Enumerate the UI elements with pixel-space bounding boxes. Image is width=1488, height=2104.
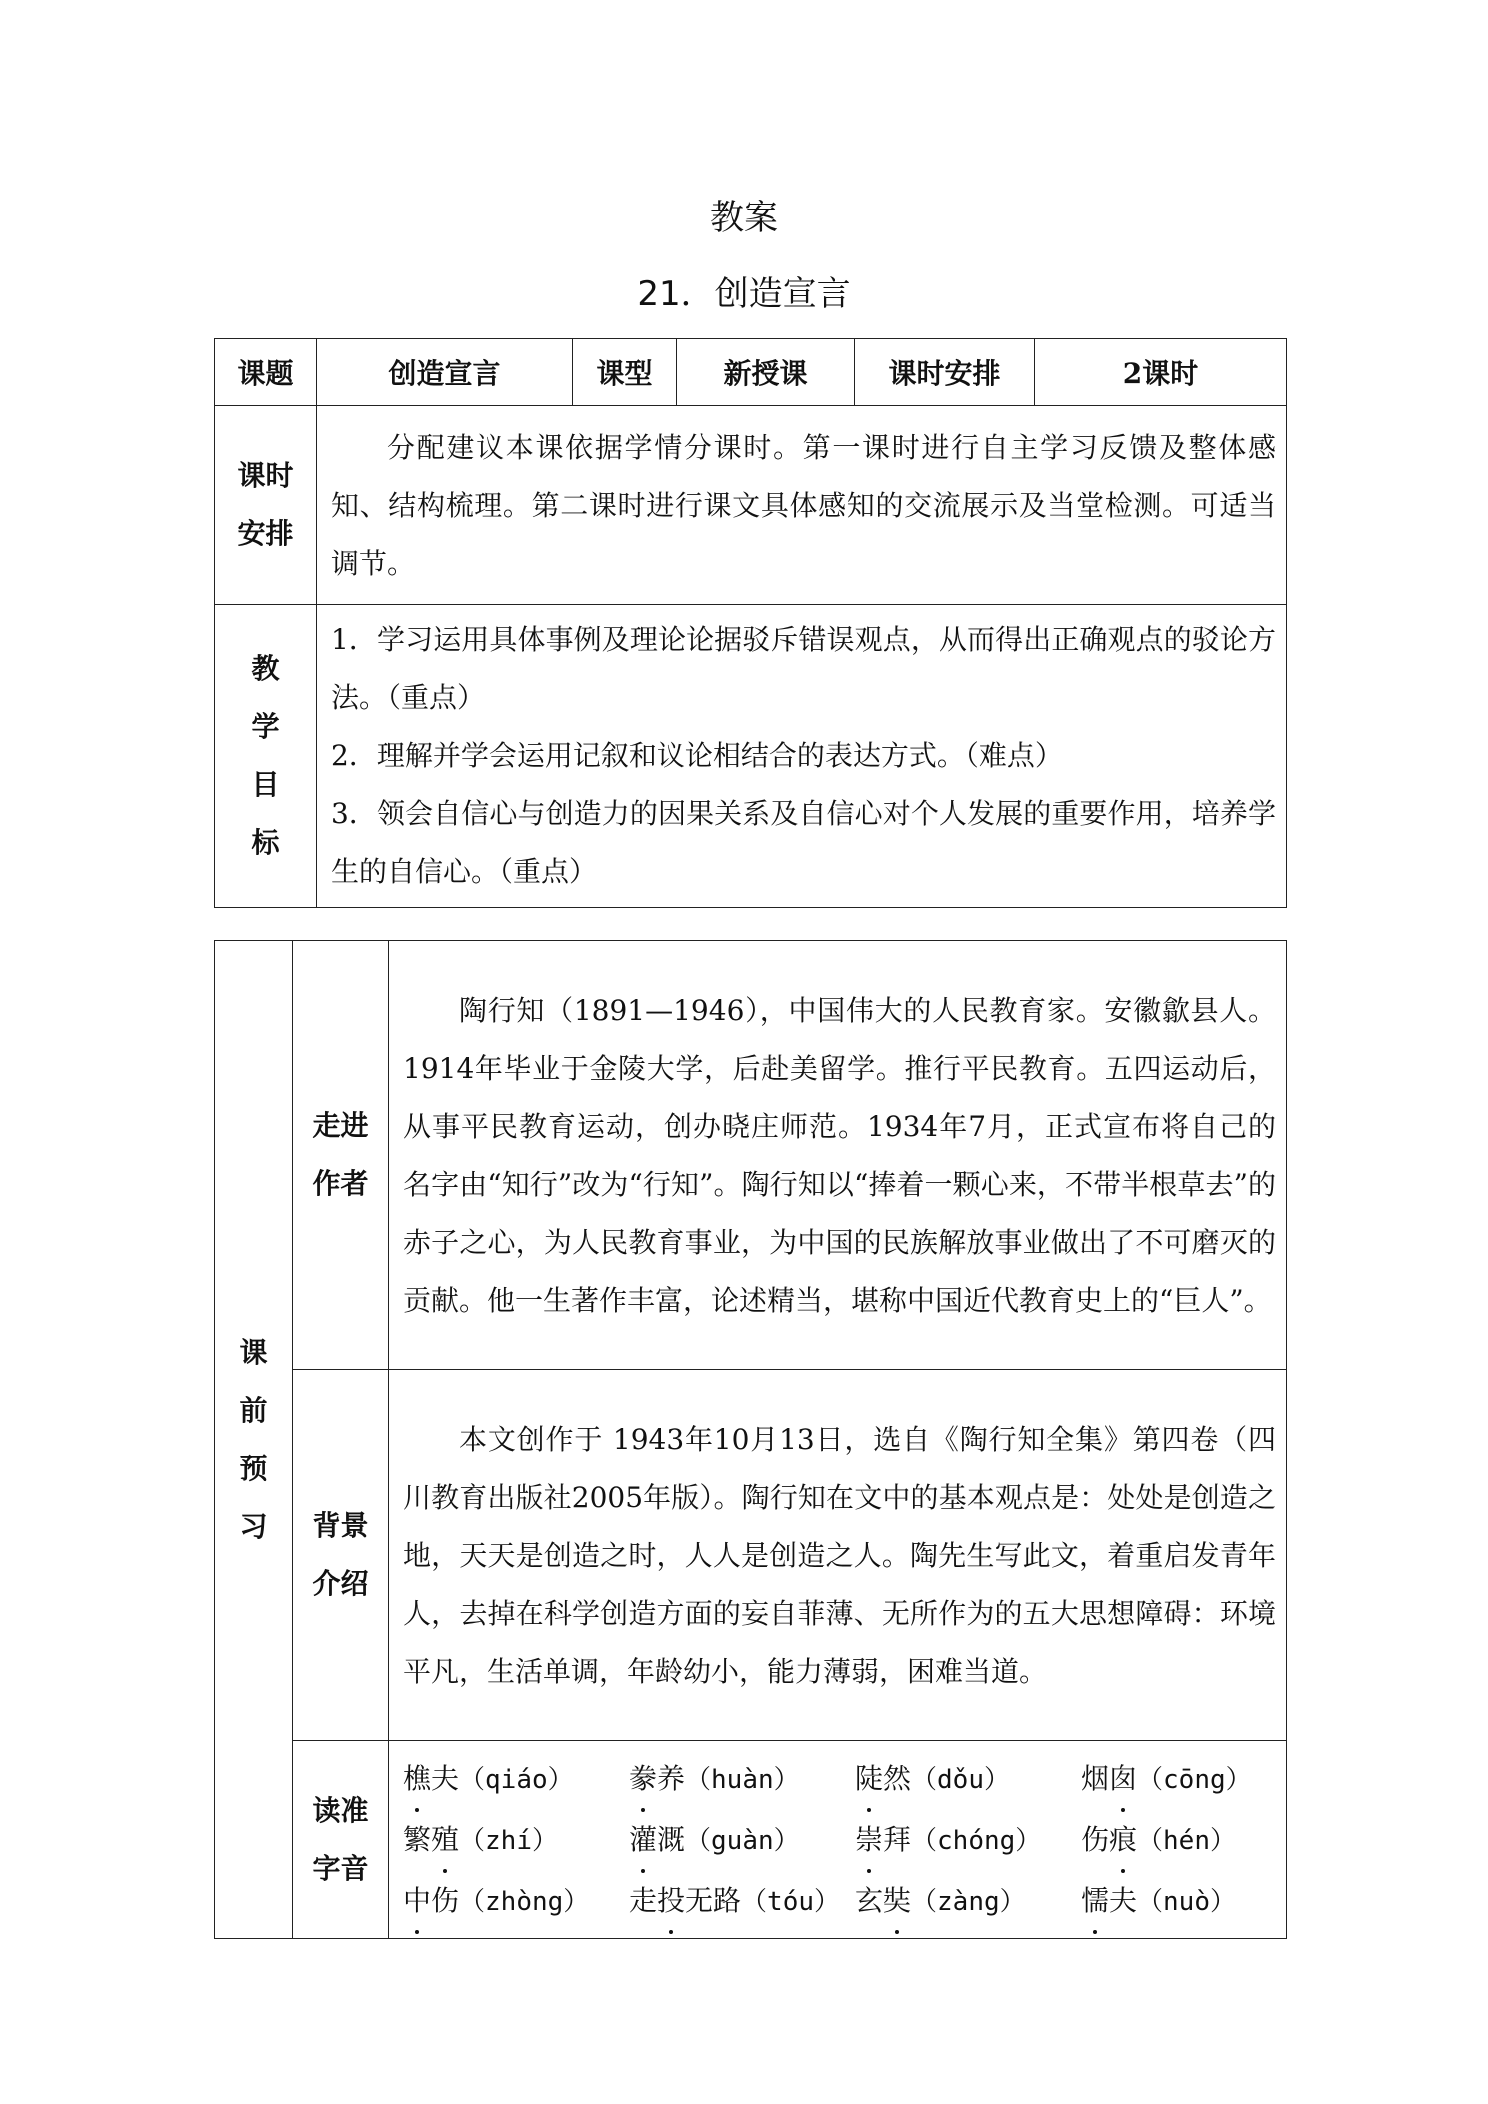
word-dotted-char: 中 (403, 1871, 431, 1930)
author-text: 陶行知（1891—1946），中国伟大的人民教育家。安徽歙县人。1914年毕业于金陵大学，后赴美留学。推行平民教育。五四运动后，从事平民教育运动，创办晓庄师范。1934年7月，正式宣布将自己的名字由“知行”改为“行知”。陶行知以“捧着一颗心来，不带半根草去”的赤子之心，为人民教育事业，为中国的民族解放事业做出了不可磨灭的贡献。他一生著作丰富，论述精当，堪称中国近代教育史上的“巨人”。 (389, 941, 1287, 1370)
word-pinyin: （zàng） (911, 1887, 1026, 1917)
pronunciation-word (629, 1810, 855, 1871)
background-label-text: 背景介绍 (312, 1509, 369, 1600)
preview-section-label (215, 941, 293, 1939)
pronunciation-word (403, 1871, 629, 1932)
word-prefix: 玄 (855, 1884, 884, 1917)
topic-value: 创造宣言 (317, 339, 573, 406)
goals-row (215, 605, 1287, 908)
word-suffix: 拜 (883, 1823, 912, 1856)
schedule-row-label (215, 406, 317, 605)
background-label (293, 1370, 389, 1741)
schedule-label: 课时安排 (855, 339, 1035, 406)
pronunciation-label-text: 读准字音 (312, 1793, 369, 1885)
word-suffix: 夫 (431, 1762, 460, 1795)
pronunciation-label (293, 1741, 389, 1939)
schedule-row (215, 406, 1287, 605)
word-suffix: 伤 (431, 1884, 460, 1917)
word-dotted-char: 殖 (431, 1810, 459, 1869)
author-label (293, 941, 389, 1370)
goals-label-text: 教学目标 (251, 652, 280, 859)
pronunciation-word (403, 1749, 629, 1810)
word-dotted-char: 奘 (883, 1871, 911, 1930)
goal-item-3: 3．领会自信心与创造力的因果关系及自信心对个人发展的重要作用，培养学生的自信心。（重点） (331, 797, 1276, 888)
word-pinyin: （nuò） (1137, 1887, 1236, 1917)
background-text: 本文创作于 1943年10月13日，选自《陶行知全集》第四卷（四川教育出版社2005年版）。陶行知在文中的基本观点是：处处是创造之地，天天是创造之时，人人是创造之人。陶先生写此文，着重启发青年人，去掉在科学创造方面的妄自菲薄、无所作为的五大思想障碍：环境平凡，生活单调，年龄幼小，能力薄弱，困难当道。 (389, 1370, 1287, 1741)
preview-table (214, 940, 1287, 1939)
word-dotted-char: 樵 (403, 1749, 431, 1808)
schedule-value: 2课时 (1035, 339, 1287, 406)
word-pinyin: （hén） (1137, 1826, 1236, 1856)
pronunciation-word (855, 1749, 1081, 1810)
word-pinyin: （huàn） (685, 1765, 800, 1795)
word-pinyin: （dǒu） (911, 1765, 1010, 1795)
word-dotted-char: 痕 (1109, 1810, 1137, 1869)
word-pinyin: （tóu） (741, 1887, 841, 1917)
pronunciation-word (1081, 1871, 1307, 1932)
author-row (215, 941, 1287, 1370)
word-suffix: 夫 (1109, 1884, 1138, 1917)
word-prefix: 烟 (1081, 1762, 1110, 1795)
word-dotted-char: 豢 (629, 1749, 657, 1808)
goal-item-1: 1．学习运用具体事例及理论论据驳斥错误观点，从而得出正确观点的驳论方法。（重点） (331, 623, 1276, 714)
pronunciation-word (629, 1749, 855, 1810)
word-pinyin: （guàn） (685, 1826, 800, 1856)
pronunciation-list (389, 1741, 1287, 1939)
word-prefix: 繁 (403, 1823, 432, 1856)
goal-item-2: 2．理解并学会运用记叙和议论相结合的表达方式。（难点） (331, 739, 1063, 772)
word-dotted-char: 崇 (855, 1810, 883, 1869)
lesson-info-table (214, 338, 1287, 908)
topic-label: 课题 (215, 339, 317, 406)
pronunciation-word (629, 1871, 855, 1932)
word-dotted-char: 陡 (855, 1749, 883, 1808)
word-pinyin: （chóng） (911, 1826, 1042, 1856)
pronunciation-word (403, 1810, 629, 1871)
schedule-text: 分配建议本课依据学情分课时。第一课时进行自主学习反馈及整体感知、结构梳理。第二课时进行课文具体感知的交流展示及当堂检测。可适当调节。 (317, 406, 1287, 605)
word-pinyin: （zhòng） (459, 1887, 590, 1917)
word-dotted-char: 懦 (1081, 1871, 1109, 1930)
word-dotted-char: 灌 (629, 1810, 657, 1869)
word-suffix: 养 (657, 1762, 686, 1795)
type-label: 课型 (573, 339, 677, 406)
pronunciation-word (855, 1810, 1081, 1871)
type-value: 新授课 (677, 339, 855, 406)
pronunciation-word (855, 1871, 1081, 1932)
pronunciation-grid (403, 1749, 1276, 1932)
word-pinyin: （cōng） (1137, 1765, 1252, 1795)
goals-label (215, 605, 317, 908)
lesson-title: 21．创造宣言 (637, 274, 851, 314)
goals-list (317, 605, 1287, 908)
word-dotted-char: 囱 (1109, 1749, 1137, 1808)
word-suffix: 溉 (657, 1823, 686, 1856)
preview-section-label-text: 课前预习 (239, 1335, 268, 1543)
word-pinyin: （qiáo） (459, 1765, 574, 1795)
pronunciation-row (215, 1741, 1287, 1939)
word-pinyin: （zhí） (459, 1826, 558, 1856)
pronunciation-word (1081, 1810, 1307, 1871)
schedule-row-label-text: 课时安排 (237, 459, 294, 550)
pronunciation-word (1081, 1749, 1307, 1810)
info-header-row (215, 339, 1287, 406)
word-prefix: 走 (629, 1884, 658, 1917)
word-suffix: 无路 (685, 1884, 742, 1917)
word-dotted-char: 投 (657, 1871, 685, 1930)
page-title: 教案 (710, 198, 778, 238)
word-prefix: 伤 (1081, 1823, 1110, 1856)
background-row (215, 1370, 1287, 1741)
author-label-text: 走进作者 (312, 1109, 369, 1200)
word-suffix: 然 (883, 1762, 912, 1795)
